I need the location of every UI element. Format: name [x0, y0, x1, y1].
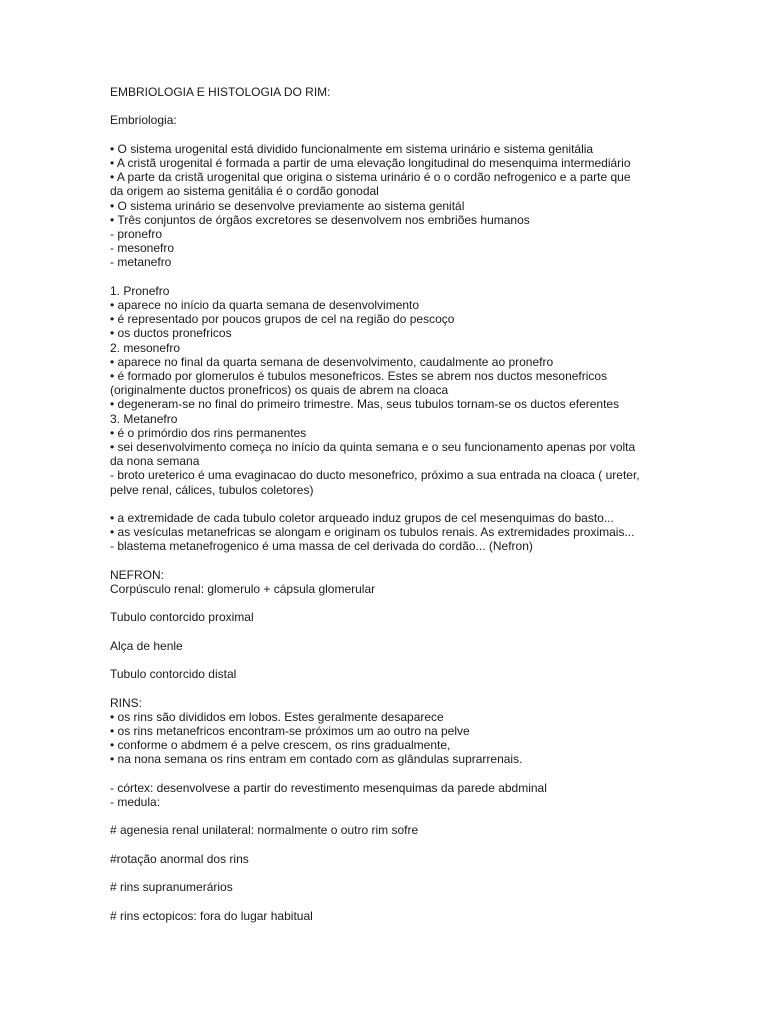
text-line: • O sistema urinário se desenvolve previamente ao sistema genitál [110, 198, 465, 213]
text-line: • Três conjuntos de órgãos excretores se desenvolvem nos embriões humanos [110, 212, 530, 227]
text-line: • aparece no início da quarta semana de desenvolvimento [110, 298, 420, 312]
blank-line [110, 128, 670, 142]
text-line: - mesonefro [110, 241, 175, 256]
text-line: • aparece no final da quarta semana de desenvolvimento, caudalmente ao pronefro [110, 354, 554, 369]
text-line: • os rins metanefricos encontram-se próximos um ao outro na pelve [110, 724, 470, 738]
text-line: Corpúsculo renal: glomerulo + cápsula glomerular [110, 582, 376, 597]
text-line: Embriologia: [110, 113, 177, 128]
text-line: 2. mesonefro [110, 340, 181, 355]
text-line: da nona semana [110, 454, 200, 469]
text-line: # agenesia renal unilateral: normalmente o outro rim sofre [110, 823, 419, 838]
text-line: EMBRIOLOGIA E HISTOLOGIA DO RIM: [110, 85, 331, 99]
text-line: # rins supranumerários [110, 880, 233, 895]
blank-line [110, 809, 670, 823]
text-line: • é o primórdio dos rins permanentes [110, 425, 307, 440]
text-line: Tubulo contorcido proximal [110, 610, 254, 625]
text-line: • conforme o abdmem é a pelve crescem, os rins gradualmente, [110, 738, 451, 753]
text-line: • é formado por glomerulos é tubulos mesonefricos. Estes se abrem nos ductos mesonefricos [110, 369, 608, 384]
blank-line [110, 596, 670, 610]
blank-line [110, 838, 670, 852]
text-line: • os rins são divididos em lobos. Estes geralmente desaparece [110, 709, 444, 724]
blank-line [110, 894, 670, 908]
text-line: (originalmente ductos pronefricos) os quais de abrem na cloaca [110, 383, 449, 398]
document-body [110, 85, 670, 923]
text-line: • na nona semana os rins entram em contado com as glândulas suprarrenais. [110, 752, 523, 767]
text-line: - medula: [110, 795, 161, 809]
blank-line [110, 767, 670, 781]
blank-line [110, 99, 670, 113]
text-line: • degeneram-se no final do primeiro trimestre. Mas, seus tubulos tornam-se os ductos eferentes [110, 397, 620, 412]
text-line: • A cristã urogenital é formada a partir de uma elevação longitudinal do mesenquima intermediário [110, 155, 631, 170]
text-line: NEFRON: [110, 567, 164, 582]
blank-line [110, 653, 670, 667]
text-line: - córtex: desenvolvese a partir do revestimento mesenquimas da parede abdminal [110, 780, 547, 795]
text-line: - blastema metanefrogenico é uma massa de cel derivada do cordão... (Nefron) [110, 539, 533, 554]
text-line: Alça de henle [110, 638, 183, 653]
text-line: - metanefro [110, 255, 172, 270]
text-line: • sei desenvolvimento começa no início da quinta semana e o seu funcionamento apenas por volta [110, 440, 636, 455]
text-line: - pronefro [110, 227, 163, 241]
blank-line [110, 681, 670, 695]
blank-line [110, 866, 670, 880]
text-line: • as vesículas metanefricas se alongam e originam os tubulos renais. As extremidades proximais... [110, 525, 635, 540]
text-line: • O sistema urogenital está dividido funcionalmente em sistema urinário e sistema genitália [110, 141, 594, 156]
text-line: 3. Metanefro [110, 411, 178, 426]
text-line: • os ductos pronefricos [110, 326, 232, 341]
blank-line [110, 554, 670, 568]
text-line: • A parte da cristã urogenital que origina o sistema urinário é o o cordão nefrogenico e a parte que [110, 170, 631, 185]
text-line: # rins ectopicos: fora do lugar habitual [110, 908, 313, 923]
text-line: pelve renal, cálices, tubulos coletores) [110, 482, 314, 497]
text-line: RINS: [110, 695, 143, 710]
blank-line [110, 270, 670, 284]
text-line: - broto ureterico é uma evaginacao do ducto mesonefrico, próximo a sua entrada na cloaca ( ureter, [110, 468, 640, 483]
text-line: • a extremidade de cada tubulo coletor arqueado induz grupos de cel mesenquimas do basto... [110, 511, 614, 526]
text-line: 1. Pronefro [110, 283, 170, 298]
text-line: #rotação anormal dos rins [110, 851, 249, 866]
blank-line [110, 497, 670, 511]
text-line: • é representado por poucos grupos de cel na região do pescoço [110, 312, 455, 327]
text-line: Tubulo contorcido distal [110, 667, 237, 682]
blank-line [110, 625, 670, 639]
text-line: da origem ao sistema genitália é o cordão gonodal [110, 184, 379, 199]
